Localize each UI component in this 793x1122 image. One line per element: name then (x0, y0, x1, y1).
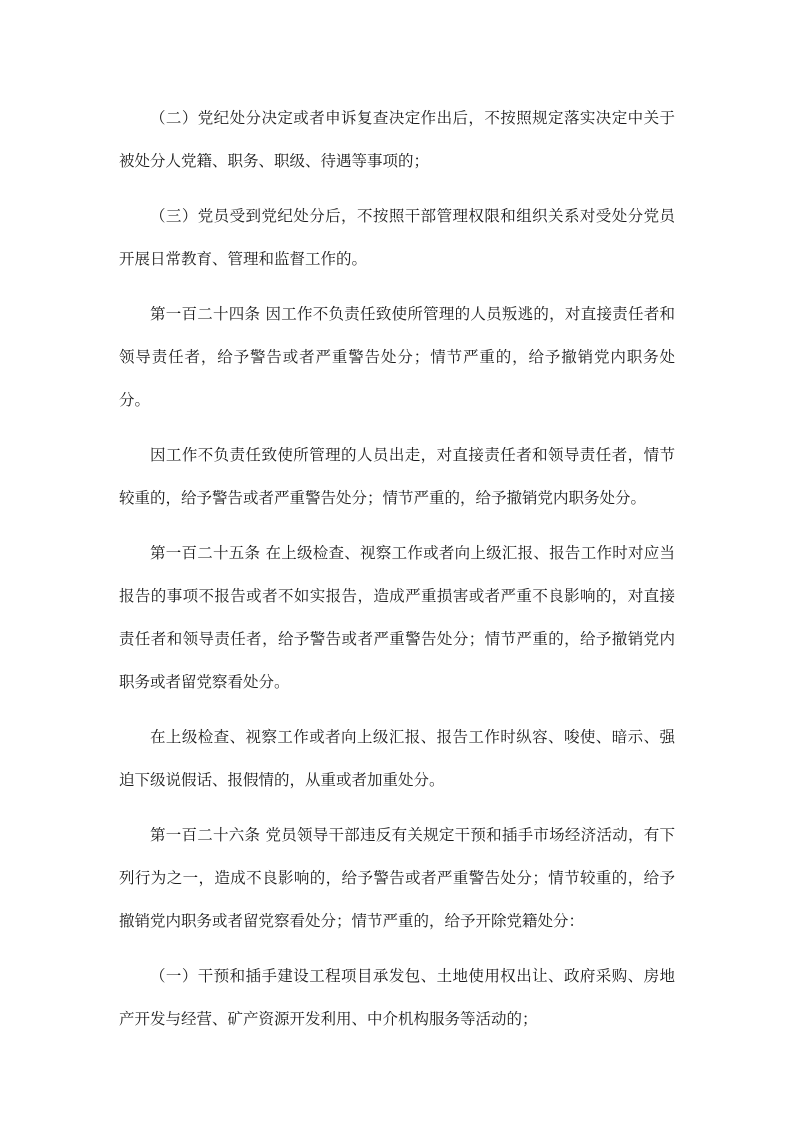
paragraph-item-2: （二）党纪处分决定或者申诉复查决定作出后，不按照规定落实决定中关于被处分人党籍、职务、职级、待遇等事项的； (119, 109, 675, 170)
article-125-clause-2: 在上级检查、视察工作或者向上级汇报、报告工作时纵容、唆使、暗示、强迫下级说假话、报假情的，从重或者加重处分。 (119, 728, 675, 789)
paragraph-item-3: （三）党员受到党纪处分后，不按照干部管理权限和组织关系对受处分党员开展日常教育、管理和监督工作的。 (119, 207, 675, 268)
article-126: 第一百二十六条 党员领导干部违反有关规定干预和插手市场经济活动，有下列行为之一，造成不良影响的，给予警告或者严重警告处分；情节较重的，给予撤销党内职务或者留党察看处分；情节严重的，给予开除党籍处分： (119, 826, 675, 930)
article-124-clause-2: 因工作不负责任致使所管理的人员出走，对直接责任者和领导责任者，情节较重的，给予警告或者严重警告处分；情节严重的，给予撤销党内职务处分。 (119, 446, 675, 507)
article-126-item-1: （一）干预和插手建设工程项目承发包、土地使用权出让、政府采购、房地产开发与经营、矿产资源开发利用、中介机构服务等活动的； (119, 967, 675, 1028)
article-124: 第一百二十四条 因工作不负责任致使所管理的人员叛逃的，对直接责任者和领导责任者，给予警告或者严重警告处分；情节严重的，给予撤销党内职务处分。 (119, 305, 675, 409)
document-body (119, 97, 675, 1053)
article-125: 第一百二十五条 在上级检查、视察工作或者向上级汇报、报告工作时对应当报告的事项不报告或者不如实报告，造成严重损害或者严重不良影响的，对直接责任者和领导责任者，给予警告或者严重警告处分；情节严重的，给予撤销党内职务或者留党察看处分。 (119, 544, 675, 691)
